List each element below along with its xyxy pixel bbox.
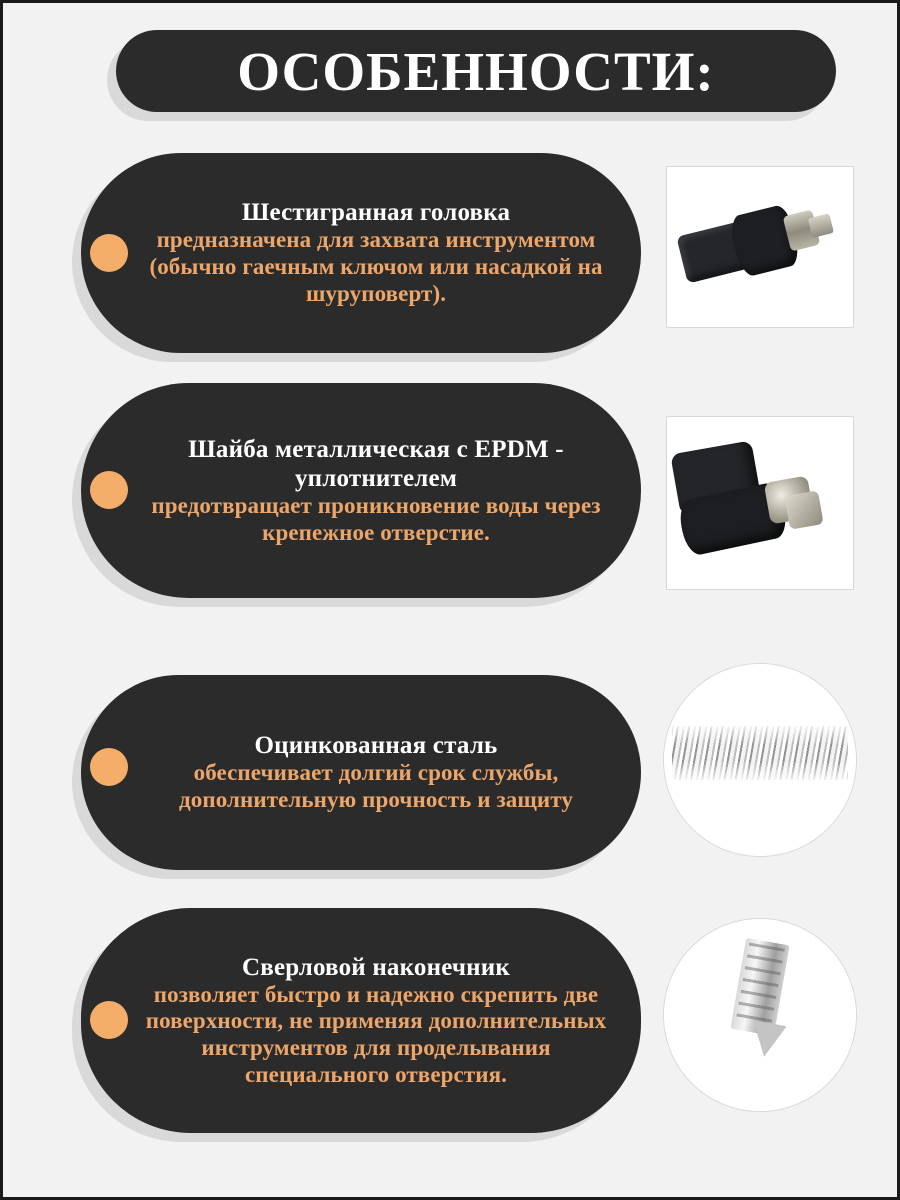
feature-heading: Шайба металлическая с EPDM - уплотнителем [188, 435, 564, 492]
page-title [116, 30, 836, 112]
bullet-icon [90, 1001, 128, 1039]
page-title-text: ОСОБЕННОСТИ: [237, 40, 715, 102]
drill-tip-illustration [664, 919, 856, 1111]
feature-body: обеспечивает долгий срок службы, дополнительную прочность и защиту [179, 760, 573, 812]
feature-heading: Шестигранная головка [241, 199, 511, 227]
feature-pill [81, 153, 641, 353]
feature-block-galvanized-steel [81, 675, 641, 870]
feature-text [81, 435, 641, 546]
feature-body: позволяет быстро и надежно скрепить две поверхности, не применяя дополнительных инструментов для проделывания специального отверстия. [145, 981, 607, 1087]
epdm-washer-illustration [675, 443, 843, 563]
feature-body: предотвращает проникновение воды через крепежное отверстие. [151, 492, 601, 545]
drill-tip-photo [663, 918, 857, 1112]
hex-head-screw-photo [666, 166, 854, 328]
bullet-icon [90, 748, 128, 786]
hex-head-screw-illustration [675, 193, 845, 299]
feature-block-drill-tip [81, 908, 641, 1133]
feature-heading: Оцинкованная сталь [254, 732, 498, 760]
feature-block-epdm-washer [81, 383, 641, 598]
feature-pill [81, 675, 641, 870]
feature-pill [81, 908, 641, 1133]
feature-text [81, 731, 641, 813]
feature-text [81, 198, 641, 307]
feature-text [81, 953, 641, 1089]
feature-pill [81, 383, 641, 598]
metal-washer-inner-shape [784, 490, 823, 529]
bullet-icon [90, 471, 128, 509]
feature-body: предназначена для захвата инструментом (обычно гаечным ключом или насадкой на шуруповерт). [149, 227, 603, 306]
feature-block-hex-head [81, 153, 641, 353]
feature-heading: Сверловой наконечник [242, 953, 510, 981]
thread-pattern [672, 726, 848, 780]
screw-shank-shape [808, 213, 834, 238]
epdm-washer-photo [666, 416, 854, 590]
bullet-icon [90, 234, 128, 272]
galvanized-thread-illustration [664, 664, 856, 856]
galvanized-thread-photo [663, 663, 857, 857]
drill-point-shape [747, 1020, 786, 1059]
